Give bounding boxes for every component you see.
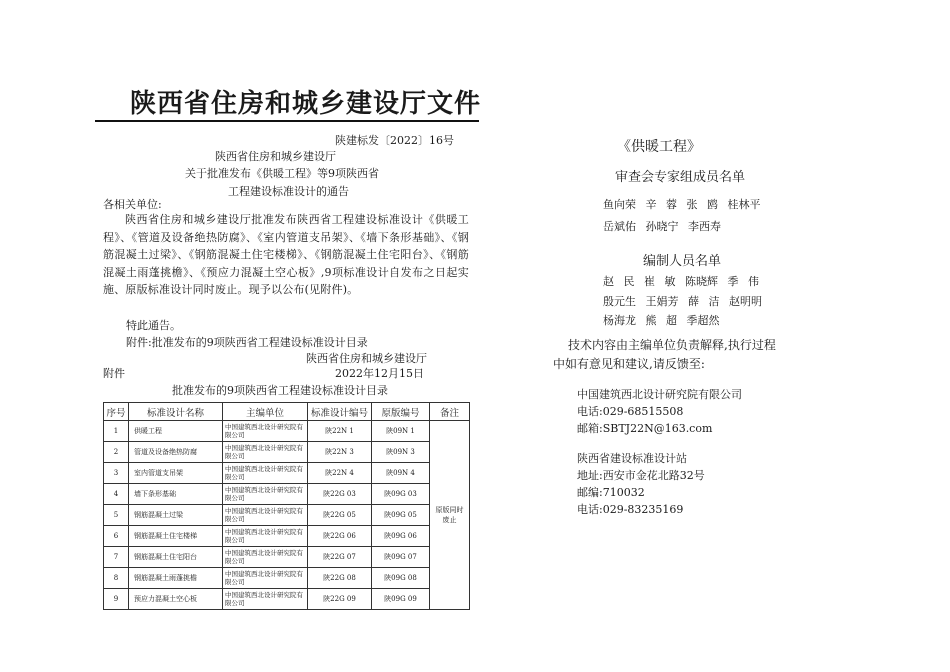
document-title: 陕西省住房和城乡建设厅文件 bbox=[130, 89, 482, 119]
cell-editor: 中国建筑西北设计研究院有限公司 bbox=[223, 463, 308, 484]
cell-remark: 原版同时废止 bbox=[430, 421, 470, 610]
notice-body: 陕西省住房和城乡建设厅批准发布陕西省工程建设标准设计《供暖工程》、《管道及设备绝热防腐》、《室内管道支吊架》、《墙下条形基础》、《钢筋混凝土过梁》、《钢筋混凝土住宅楼梯》、《钢筋混凝土住宅阳台》、《钢筋混凝土雨蓬挑檐》、《预应力混凝土空心板》,9项标准设计自发布之日起实施、原版标准设计同时废止。现予以公布(见附件)。 bbox=[103, 213, 469, 296]
tech-note-line1: 技术内容由主编单位负责解释,执行过程 bbox=[568, 338, 776, 352]
right-page bbox=[545, 0, 845, 672]
header-old-code: 原版编号 bbox=[372, 403, 430, 421]
cell-code: 陕22G 09 bbox=[308, 589, 372, 610]
contact1-org: 中国建筑西北设计研究院有限公司 bbox=[577, 388, 742, 401]
review-members-line2: 岳斌佑 孙晓宁 李西寿 bbox=[603, 220, 721, 233]
attachment-label: 附件 bbox=[103, 367, 125, 380]
cell-old-code: 陕09N 1 bbox=[372, 421, 430, 442]
title-divider bbox=[95, 120, 479, 122]
cell-old-code: 陕09N 4 bbox=[372, 463, 430, 484]
contact2-org: 陕西省建设标准设计站 bbox=[577, 452, 687, 465]
cell-editor: 中国建筑西北设计研究院有限公司 bbox=[223, 526, 308, 547]
cell-editor: 中国建筑西北设计研究院有限公司 bbox=[223, 442, 308, 463]
cell-name: 供暖工程 bbox=[129, 421, 223, 442]
table-row bbox=[104, 442, 470, 463]
cell-old-code: 陕09G 07 bbox=[372, 547, 430, 568]
table-header-row bbox=[104, 403, 470, 421]
editors-line3: 杨海龙 熊 超 季超然 bbox=[603, 314, 720, 327]
cell-name: 管道及设备绝热防腐 bbox=[129, 442, 223, 463]
cell-editor: 中国建筑西北设计研究院有限公司 bbox=[223, 547, 308, 568]
table-row bbox=[104, 484, 470, 505]
header-name: 标准设计名称 bbox=[129, 403, 223, 421]
header-remark: 备注 bbox=[430, 403, 470, 421]
header-editor: 主编单位 bbox=[223, 403, 308, 421]
tech-note-line2: 中如有意见和建议,请反馈至: bbox=[553, 357, 705, 371]
cell-name: 预应力混凝土空心板 bbox=[129, 589, 223, 610]
signature-date: 2022年12月15日 bbox=[335, 367, 424, 380]
notice-title-line2: 工程建设标准设计的通告 bbox=[228, 185, 349, 198]
review-members-line1: 鱼向荣 辛 蓉 张 鸥 桂林平 bbox=[603, 198, 761, 211]
cell-editor: 中国建筑西北设计研究院有限公司 bbox=[223, 421, 308, 442]
table-row bbox=[104, 589, 470, 610]
salutation: 各相关单位: bbox=[103, 198, 162, 211]
cell-no: 7 bbox=[104, 547, 129, 568]
issuer: 陕西省住房和城乡建设厅 bbox=[215, 150, 336, 163]
cell-no: 2 bbox=[104, 442, 129, 463]
cell-code: 陕22G 05 bbox=[308, 505, 372, 526]
standards-table bbox=[103, 402, 470, 610]
special-notice: 特此通告。 bbox=[126, 319, 181, 332]
cell-no: 4 bbox=[104, 484, 129, 505]
contact2-address: 地址:西安市金花北路32号 bbox=[577, 469, 705, 482]
header-no: 序号 bbox=[104, 403, 129, 421]
signature-org: 陕西省住房和城乡建设厅 bbox=[306, 352, 427, 365]
cell-code: 陕22G 07 bbox=[308, 547, 372, 568]
table-row bbox=[104, 526, 470, 547]
table-row bbox=[104, 547, 470, 568]
cell-no: 6 bbox=[104, 526, 129, 547]
standard-title: 《供暖工程》 bbox=[617, 139, 701, 155]
table-row bbox=[104, 421, 470, 442]
cell-no: 1 bbox=[104, 421, 129, 442]
notice-title-line1: 关于批准发布《供暖工程》等9项陕西省 bbox=[185, 167, 379, 180]
cell-name: 钢筋混凝土过梁 bbox=[129, 505, 223, 526]
table-row bbox=[104, 463, 470, 484]
cell-no: 9 bbox=[104, 589, 129, 610]
contact2-phone: 电话:029-83235169 bbox=[577, 503, 684, 516]
cell-editor: 中国建筑西北设计研究院有限公司 bbox=[223, 505, 308, 526]
table-row bbox=[104, 568, 470, 589]
cell-no: 8 bbox=[104, 568, 129, 589]
attachment-note: 附件:批准发布的9项陕西省工程建设标准设计目录 bbox=[126, 336, 368, 349]
cell-editor: 中国建筑西北设计研究院有限公司 bbox=[223, 589, 308, 610]
cell-code: 陕22N 3 bbox=[308, 442, 372, 463]
cell-code: 陕22N 4 bbox=[308, 463, 372, 484]
review-heading: 审查会专家组成员名单 bbox=[615, 170, 746, 185]
contact2-postcode: 邮编:710032 bbox=[577, 486, 645, 499]
cell-old-code: 陕09G 08 bbox=[372, 568, 430, 589]
table-row bbox=[104, 505, 470, 526]
cell-no: 3 bbox=[104, 463, 129, 484]
cell-code: 陕22G 03 bbox=[308, 484, 372, 505]
cell-old-code: 陕09G 09 bbox=[372, 589, 430, 610]
cell-no: 5 bbox=[104, 505, 129, 526]
editors-heading: 编制人员名单 bbox=[643, 254, 722, 269]
contact1-email: 邮箱:SBTJ22N@163.com bbox=[577, 422, 713, 435]
cell-name: 墙下条形基础 bbox=[129, 484, 223, 505]
cell-old-code: 陕09G 03 bbox=[372, 484, 430, 505]
cell-name: 室内管道支吊架 bbox=[129, 463, 223, 484]
header-code: 标准设计编号 bbox=[308, 403, 372, 421]
document-number: 陕建标发〔2022〕16号 bbox=[335, 134, 454, 147]
cell-old-code: 陕09N 3 bbox=[372, 442, 430, 463]
cell-editor: 中国建筑西北设计研究院有限公司 bbox=[223, 568, 308, 589]
cell-name: 钢筋混凝土住宅楼梯 bbox=[129, 526, 223, 547]
cell-code: 陕22G 08 bbox=[308, 568, 372, 589]
cell-old-code: 陕09G 06 bbox=[372, 526, 430, 547]
editors-line1: 赵 民 崔 敏 陈晓辉 季 伟 bbox=[603, 275, 759, 288]
table-title: 批准发布的9项陕西省工程建设标准设计目录 bbox=[172, 384, 388, 397]
cell-name: 钢筋混凝土雨蓬挑檐 bbox=[129, 568, 223, 589]
contact1-phone: 电话:029-68515508 bbox=[577, 405, 684, 418]
cell-editor: 中国建筑西北设计研究院有限公司 bbox=[223, 484, 308, 505]
cell-code: 陕22G 06 bbox=[308, 526, 372, 547]
cell-code: 陕22N 1 bbox=[308, 421, 372, 442]
cell-old-code: 陕09G 05 bbox=[372, 505, 430, 526]
editors-line2: 殷元生 王娟芳 薛 洁 赵明明 bbox=[603, 295, 762, 308]
cell-name: 钢筋混凝土住宅阳台 bbox=[129, 547, 223, 568]
